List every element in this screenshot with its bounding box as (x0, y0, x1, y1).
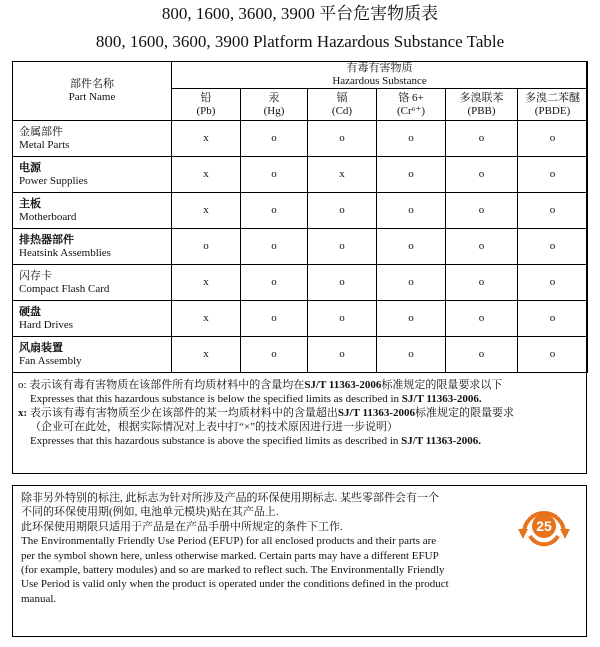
table-row (13, 121, 588, 157)
part-name-header-en: Part Name (68, 91, 116, 103)
substance-value-cell: o (377, 229, 446, 265)
legend-x-line (18, 406, 586, 420)
legend-standard: SJ/T 11363-2006. (401, 435, 482, 447)
efup-line: 不同的环保使用期(例如, 电池单元模块)贴在其产品上. (21, 506, 279, 519)
part-name-en: Power Supplies (19, 174, 88, 187)
efup-logo-arrow-right (560, 529, 570, 539)
efup-text (21, 491, 511, 606)
legend-x-text-end: 标准规定的限量要求 (415, 407, 515, 419)
legend-x-symbol: x: (18, 407, 28, 419)
substance-value-cell: x (172, 121, 241, 157)
efup-logo-arrow-left (518, 529, 528, 539)
substance-value-cell: o (241, 337, 308, 373)
column-header-cn: 镉 (336, 91, 348, 104)
substance-value-cell: o (518, 193, 588, 229)
hazardous-substance-table (12, 61, 588, 373)
substance-value-cell: o (241, 193, 308, 229)
legend (18, 378, 586, 448)
efup-line: The Environmentally Friendly Use Period (EFUP) for all enclosed products and their parts are (21, 535, 437, 548)
substance-value-cell: o (308, 301, 377, 337)
part-name-cell (13, 157, 172, 193)
page-title-english: 800, 1600, 3600, 3900 Platform Hazardous Substance Table (95, 32, 505, 51)
substance-value-cell: o (377, 157, 446, 193)
legend-x-english-text: Expresses that this hazardous substance is above the specified limits as described in (30, 435, 402, 447)
part-name-cell (13, 229, 172, 265)
substance-value-cell: o (518, 157, 588, 193)
efup-line: 除非另外特别的标注, 此标志为针对所涉及产品的环保使用期标志. 某些零部件会有一个 (21, 492, 439, 504)
part-name-cn: 金属部件 (19, 125, 63, 138)
substance-value-cell: o (241, 121, 308, 157)
column-header-en: (Hg) (263, 104, 285, 117)
column-header-lead (172, 89, 241, 121)
efup-line: per the symbol shown here, unless otherwise marked. Certain parts may have a different EFUP (21, 549, 439, 562)
substance-value-cell: o (241, 229, 308, 265)
part-name-cn: 电源 (19, 161, 41, 174)
column-header-en: (Cr⁶⁺) (397, 104, 425, 117)
part-name-cell (13, 193, 172, 229)
table-row (13, 157, 588, 193)
efup-line: 此环保使用期限只适用于产品是在产品手册中所规定的条件下工作. (21, 520, 343, 533)
substance-value-cell: o (308, 337, 377, 373)
part-name-en: Motherboard (19, 210, 77, 223)
substance-value-cell: x (172, 337, 241, 373)
part-name-en: Heatsink Assemblies (19, 246, 111, 259)
part-name-en: Compact Flash Card (19, 282, 110, 295)
substance-value-cell: o (518, 265, 588, 301)
substance-value-cell: o (172, 229, 241, 265)
column-header-cadmium (308, 89, 377, 121)
substance-value-cell: x (172, 265, 241, 301)
substance-value-cell: o (377, 301, 446, 337)
substance-value-cell: o (446, 193, 518, 229)
table-row (13, 301, 588, 337)
substance-value-cell: o (241, 157, 308, 193)
part-name-cn: 硬盘 (19, 305, 41, 318)
substance-value-cell: o (518, 337, 588, 373)
legend-o-symbol: o: (18, 379, 27, 391)
substance-value-cell: o (377, 337, 446, 373)
column-header-chromium (377, 89, 446, 121)
table-body (13, 121, 588, 373)
part-name-header-cn: 部件名称 (70, 78, 114, 90)
column-header-pbb (446, 89, 518, 121)
substance-value-cell: o (446, 301, 518, 337)
substance-value-cell: o (377, 265, 446, 301)
column-header-cn: 铬 6+ (398, 91, 424, 104)
substance-value-cell: o (446, 265, 518, 301)
column-header-cn: 多溴联苯 (459, 91, 504, 104)
substance-value-cell: o (446, 229, 518, 265)
column-header-en: (Pb) (196, 104, 216, 117)
legend-o-text-end: 标准规定的限量要求以下 (381, 379, 503, 391)
substance-value-cell: x (308, 157, 377, 193)
table-row (13, 193, 588, 229)
legend-x-english (18, 434, 586, 448)
substance-value-cell: o (308, 121, 377, 157)
part-name-cn: 风扇装置 (19, 341, 63, 354)
legend-standard: SJ/T 11363-2006 (304, 379, 382, 391)
substance-value-cell: o (308, 265, 377, 301)
substance-value-cell: o (308, 193, 377, 229)
efup-line: manual. (21, 592, 57, 605)
legend-x-note: （企业可在此处，根据实际情况对上表中打“×”的技术原因进行进一步说明） (30, 421, 398, 433)
substance-value-cell: x (172, 157, 241, 193)
substance-value-cell: x (172, 301, 241, 337)
legend-standard: SJ/T 11363-2006. (401, 393, 482, 405)
part-name-cn: 闪存卡 (19, 269, 52, 282)
legend-x-text: 表示该有毒有害物质至少在该部件的某一均质材料中的含量超出 (29, 407, 338, 419)
column-header-cn: 多溴二苯醚 (525, 91, 581, 104)
part-name-cell (13, 121, 172, 157)
efup-logo-number: 25 (536, 518, 552, 534)
column-header-en: (PBDE) (534, 104, 571, 117)
substance-value-cell: o (377, 121, 446, 157)
substance-value-cell: o (446, 337, 518, 373)
legend-o-english-text: Expresses that this hazardous substance is below the specified limits as described in (30, 393, 402, 405)
part-name-cell (13, 265, 172, 301)
column-header-en: (PBB) (467, 104, 496, 117)
column-header-mercury (241, 89, 308, 121)
column-header-cn: 铅 (200, 91, 212, 104)
part-name-cell (13, 301, 172, 337)
legend-standard: SJ/T 11363-2006 (337, 407, 416, 419)
efup-line: Use Period is valid only when the product is operated under the conditions defined in the product (21, 578, 449, 591)
substance-value-cell: o (518, 121, 588, 157)
substance-value-cell: x (172, 193, 241, 229)
efup-line: (for example, battery modules) and so are marked to reflect such. The Environmentally Friendly (21, 564, 445, 577)
part-name-header (13, 62, 172, 121)
substance-value-cell: o (518, 301, 588, 337)
substance-value-cell: o (446, 157, 518, 193)
part-name-en: Fan Assembly (19, 354, 82, 367)
part-name-en: Metal Parts (19, 138, 70, 151)
substance-value-cell: o (377, 193, 446, 229)
substance-value-cell: o (241, 301, 308, 337)
substance-value-cell: o (308, 229, 377, 265)
substance-value-cell: o (518, 229, 588, 265)
page-title-chinese: 800, 1600, 3600, 3900 平台危害物质表 (161, 4, 439, 23)
part-name-cn: 排热器部件 (19, 233, 74, 246)
part-name-cn: 主板 (19, 197, 41, 210)
substance-value-cell: o (446, 121, 518, 157)
part-name-en: Hard Drives (19, 318, 74, 331)
efup-25-logo-icon (516, 503, 572, 549)
column-header-en: (Cd) (331, 104, 353, 117)
table-row (13, 337, 588, 373)
substance-header-cn: 有毒有害物质 (346, 62, 413, 74)
legend-o-text: 表示该有毒有害物质在该部件所有均质材料中的含量均在 (29, 379, 305, 391)
substance-value-cell: o (241, 265, 308, 301)
column-header-cn: 汞 (268, 91, 280, 104)
legend-o-english (18, 392, 586, 406)
legend-o-line (18, 378, 586, 392)
column-header-pbde (518, 89, 588, 121)
part-name-cell (13, 337, 172, 373)
table-row (13, 229, 588, 265)
substance-header (172, 62, 588, 89)
efup-notice-box (12, 485, 587, 637)
substance-header-en: Hazardous Substance (332, 75, 427, 87)
table-row (13, 265, 588, 301)
